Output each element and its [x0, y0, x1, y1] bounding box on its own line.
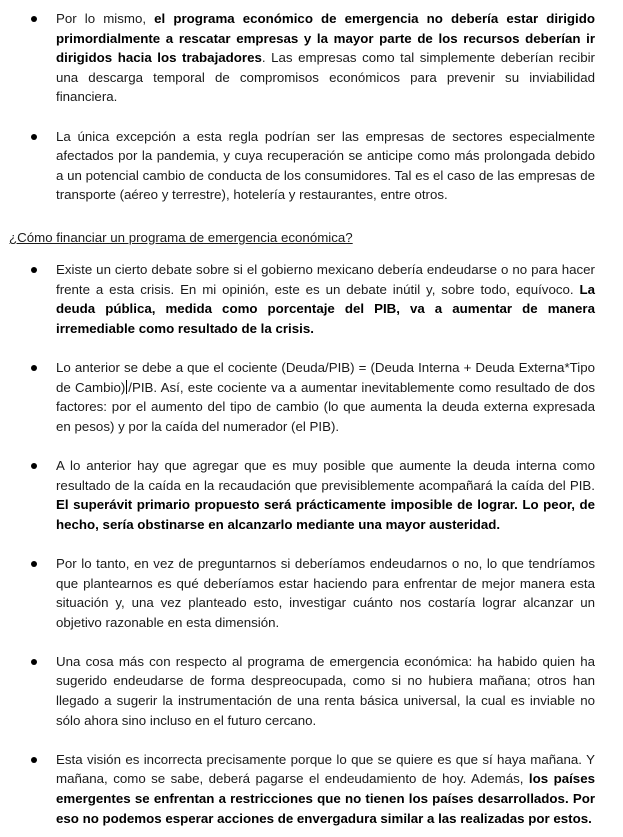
bullet-icon	[31, 757, 37, 763]
body-text: Una cosa más con respecto al programa de emergencia económica: ha habido quien ha sugerido endeudarse de forma despreocupada, como si no hubiera mañana; otros han llegado a sugerir la instrumentación de una renta básica universal, la cual es inviable no sólo ahora sino incluso en el futuro cercano.	[56, 653, 595, 728]
list-item	[0, 260, 623, 338]
body-text: Por lo tanto, en vez de preguntarnos si deberíamos endeudarnos o no, lo que tendríamos que plantearnos es qué deberíamos estar haciendo para enfrentar de mejor manera esta situación y, una vez planteado esto, investigar cuánto nos costaría lograr alcanzar un objetivo razonable en esta dimensión.	[56, 555, 595, 630]
list-item	[0, 9, 623, 107]
bullet-icon	[31, 16, 37, 22]
body-text: Existe un cierto debate sobre si el gobierno mexicano debería endeudarse o no para hacer frente a esta crisis. En mi opinión, este es un debate inútil y, sobre todo, equívoco.	[56, 262, 595, 297]
bullet-icon	[31, 659, 37, 665]
bold-text: los países emergentes se enfrentan a restricciones que no tienen los países desarrollados. Por eso no podemos esperar acciones de envergadura similar a las realizadas por estos.	[56, 771, 595, 826]
bullet-icon	[31, 267, 37, 273]
bullet-icon	[31, 134, 37, 140]
list-item	[0, 554, 623, 632]
list-item	[0, 652, 623, 730]
bold-text: El superávit primario propuesto será prácticamente imposible de lograr. Lo peor, de hecho, sería obstinarse en alcanzarlo mediante una mayor austeridad.	[56, 497, 595, 532]
bullet-icon	[31, 561, 37, 567]
section-heading: ¿Cómo financiar un programa de emergencia económica?	[9, 230, 353, 245]
list-item	[0, 358, 623, 436]
bullet-list-section-2	[0, 260, 623, 828]
bold-text: La deuda pública, medida como porcentaje del PIB, va a aumentar de manera irremediable como resultado de la crisis.	[56, 281, 595, 336]
bullet-list-section-1	[0, 9, 623, 205]
body-text: Lo anterior se debe a que el cociente (Deuda/PIB) = (Deuda Interna + Deuda Externa*Tipo de Cambio)	[56, 359, 595, 395]
body-text: /PIB. Así, este cociente va a aumentar inevitablemente como resultado de dos factores: por el aumento del tipo de cambio (lo que aumenta la deuda externa expresada en pesos) y por la caída del numerador (el PIB).	[56, 379, 595, 434]
bullet-icon	[31, 365, 37, 371]
bullet-icon	[31, 463, 37, 469]
body-text: La única excepción a esta regla podrían ser las empresas de sectores especialmente afectados por la pandemia, y cuya recuperación se anticipe como más prolongada debido a un potencial cambio de conducta de los consumidores. Tal es el caso de las empresas de transporte (aéreo y terrestre), hotelería y restaurantes, entre otros.	[56, 128, 595, 203]
list-item	[0, 127, 623, 205]
list-item	[0, 750, 623, 828]
body-text: Esta visión es incorrecta precisamente porque lo que se quiere es que sí haya mañana. Y mañana, como se sabe, deberá pagarse el endeudamiento de hoy. Además,	[56, 751, 595, 787]
list-item	[0, 456, 623, 534]
body-text: . Las empresas como tal simplemente deberían recibir una descarga temporal de compromisos económicos para prevenir su inviabilidad financiera.	[56, 50, 595, 105]
body-text: Por lo mismo,	[56, 11, 155, 26]
bold-text: el programa económico de emergencia no debería estar dirigido primordialmente a rescatar empresas y la mayor parte de los recursos deberían ir dirigidos hacia los trabajadores	[56, 11, 595, 66]
body-text: A lo anterior hay que agregar que es muy posible que aumente la deuda interna como resultado de la caída en la recaudación que previsiblemente acompañará la caída del PIB.	[56, 457, 595, 493]
